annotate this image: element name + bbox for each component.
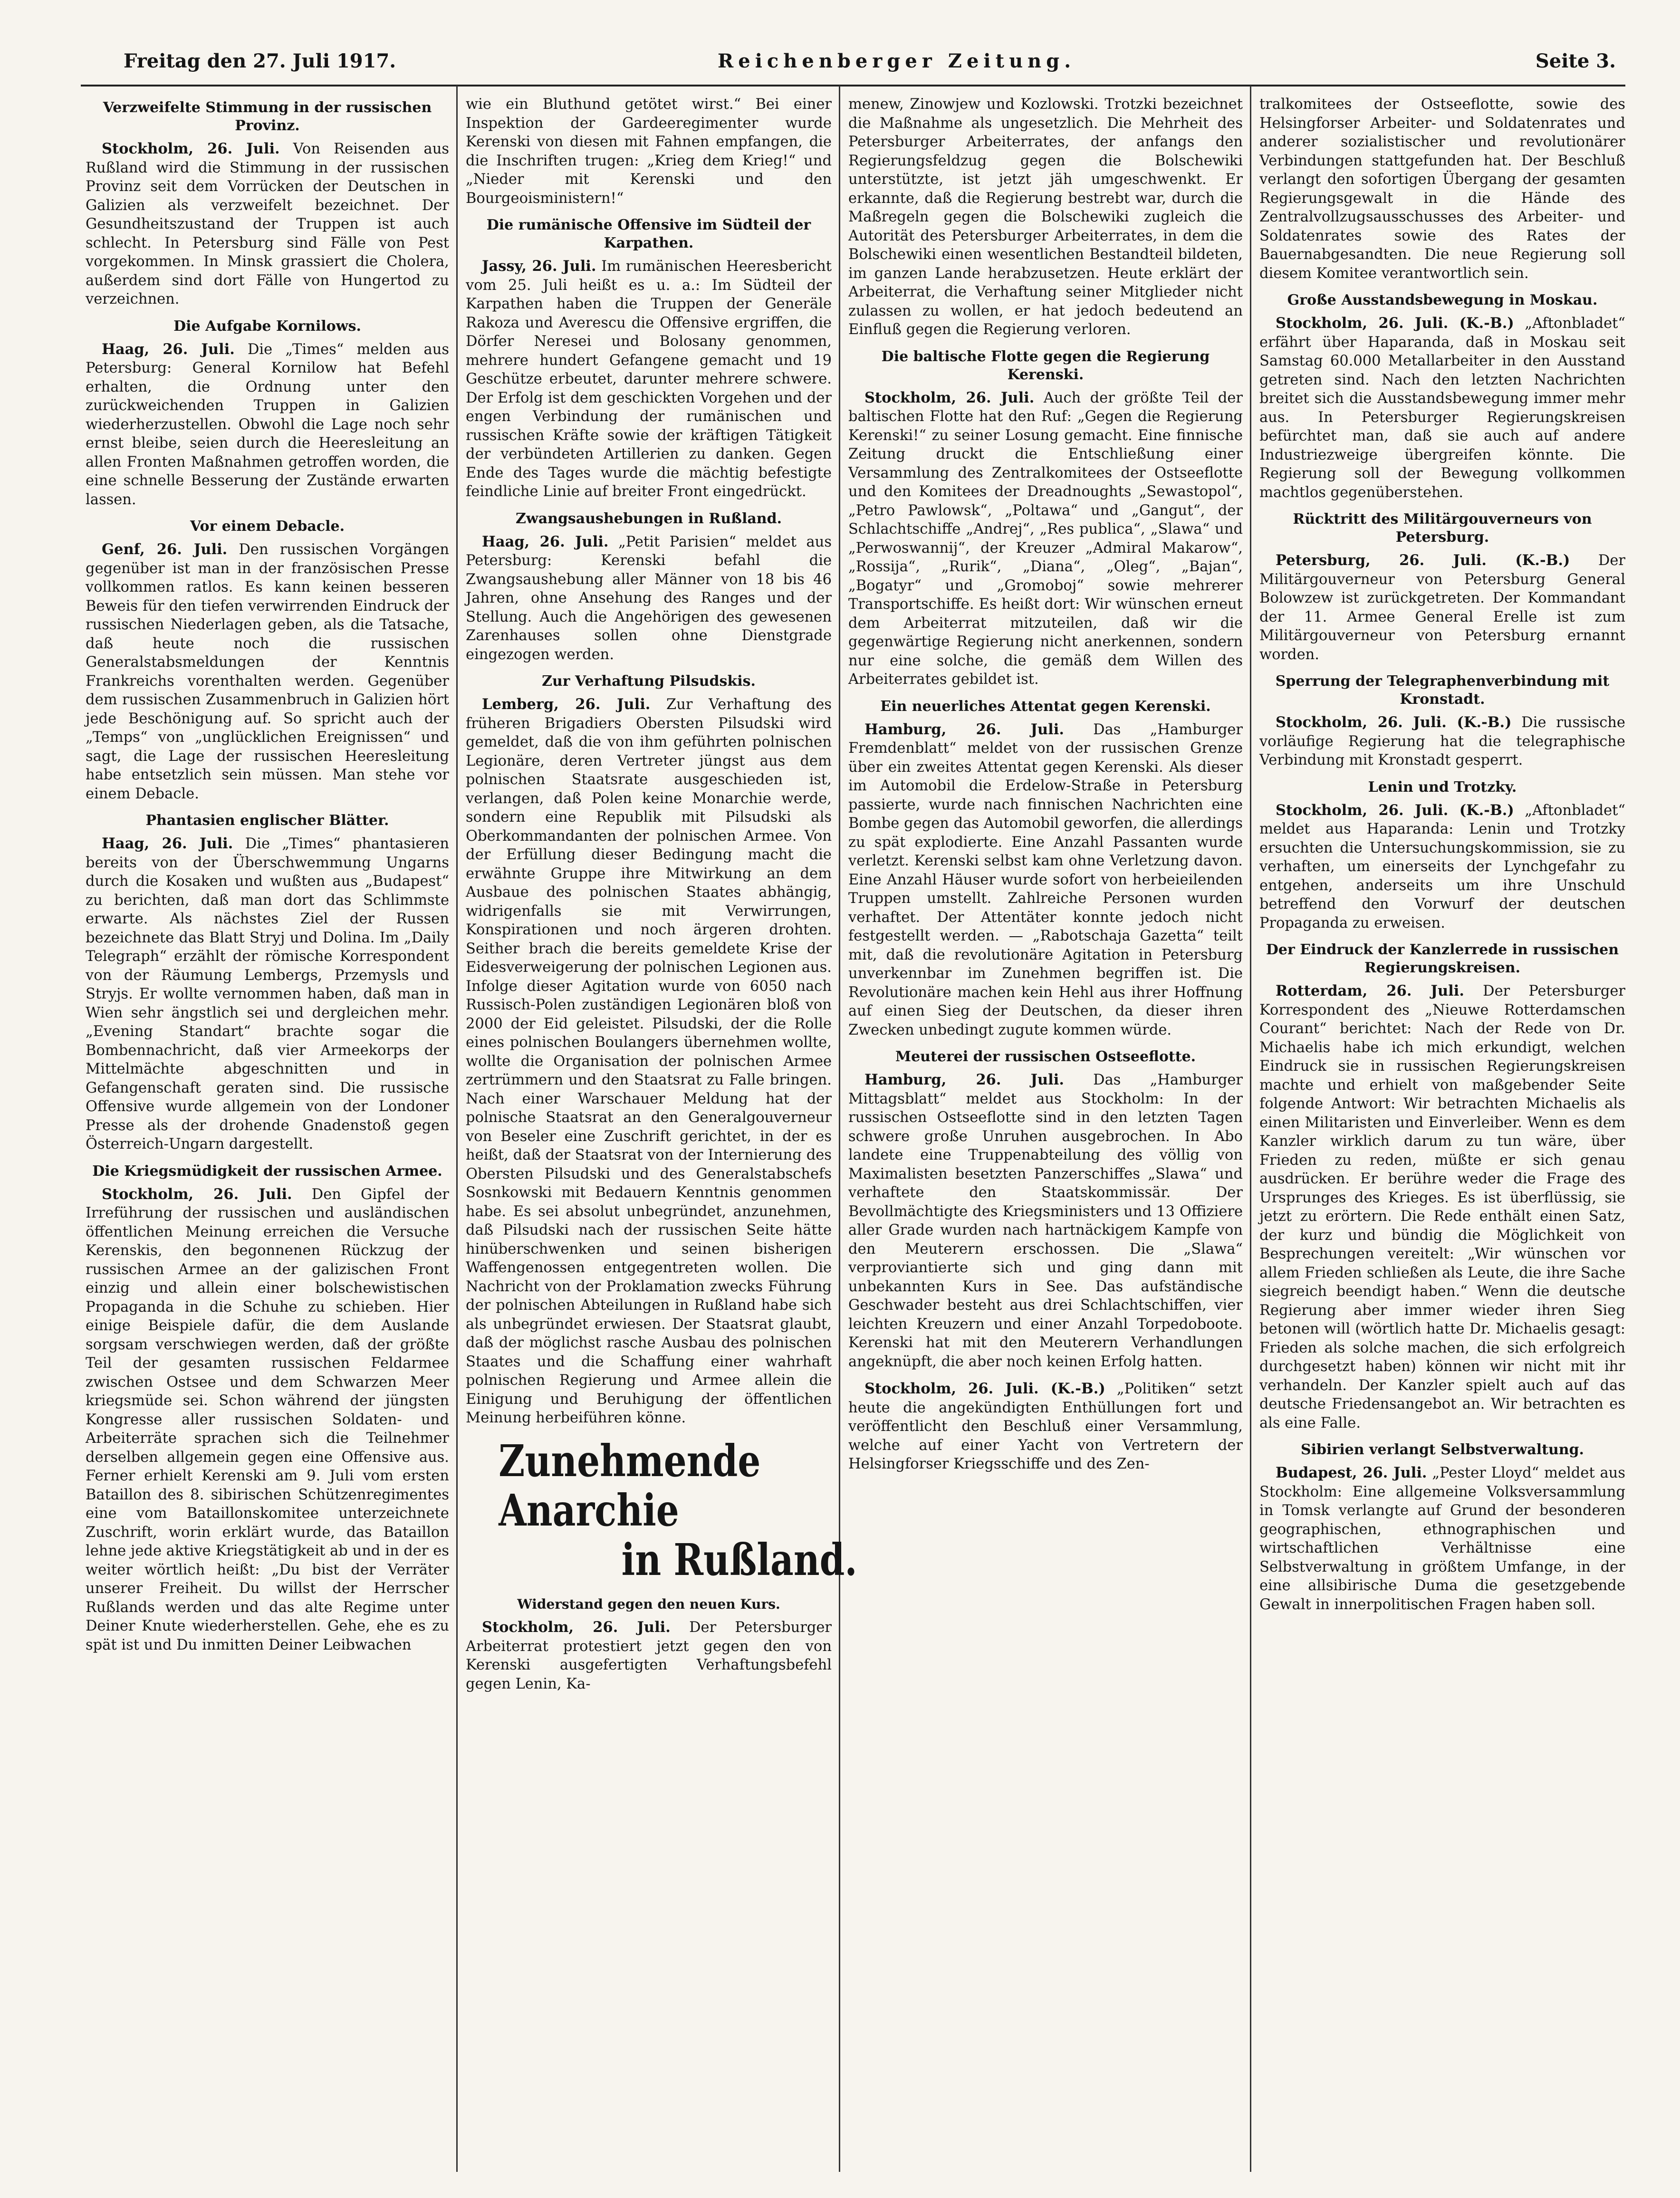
article-headline: Die Aufgabe Kornilows. xyxy=(173,317,361,335)
article xyxy=(1259,1441,1625,1614)
paper-title: Reichenberger Zeitung. xyxy=(718,50,1076,72)
article-text: Der Petersburger Korrespondent des „Nieuwe Rotterdamschen Courant“ berichtet: Nach der Rede von Dr. Michaelis habe ich mich erkundigt, welchen Eindruck sie in russischen Regierungskreisen machte und erhielt von maßgebender Seite folgende Antwort: Wir betrachten Michaelis als einen Militaristen und Einverleiber. Wenn es dem Kanzler wirklich darum zu tun wäre, über Frieden zu reden, müßte er sich genau ausdrücken. Er berühre weder die Frage des Ursprunges des Krieges. Es ist überflüssig, sie jetzt zu erörtern. Die Rede enthält einen Satz, der kurz und bündig die Möglichkeit von Besprechungen vereitelt: „Wir wünschen vor allem Frieden schließen als Leute, die ihre Sache siegreich beendigt haben.“ Wenn die deutsche Regierung aber immer wieder ihren Sieg betonen will (wörtlich hatte Dr. Michaelis gesagt: Frieden als solche machen, die sich erfolgreich durchgesetzt haben) können wir nicht mit ihr verhandeln. Der Kanzler spielt auch auf das deutsche Friedensangebot an. Wir betrachten es als eine Falle. xyxy=(1259,983,1625,1431)
article-dateline: Genf, 26. Juli. xyxy=(102,541,228,558)
article-dateline: Rotterdam, 26. Juli. xyxy=(1276,982,1464,999)
column-2 xyxy=(466,95,857,2172)
article-text: Der Petersburger Arbeiterrat protestiert jetzt gegen den von Kerenski ausgefertigten Verhaftungsbefehl gegen Lenin, Ka- xyxy=(466,1619,832,1692)
article xyxy=(1259,291,1625,502)
article-text: Die „Times“ melden aus Petersburg: General Kornilow hat Befehl erhalten, die Ordnung unter den zurückweichenden Truppen in Galizien wiederherzustellen. Obwohl die Lage noch sehr ernst bleibe, seien durch die Heeresleitung an allen Fronten Maßnahmen getroffen worden, die eine schnelle Besserung der Zustände erwarten lassen. xyxy=(86,341,450,508)
article xyxy=(86,317,449,509)
issue-date: Freitag den 27. Juli 1917. xyxy=(124,50,396,72)
article-dateline: Haag, 26. Juli. xyxy=(102,835,233,852)
article-headline: Ein neuerliches Attentat gegen Kerenski. xyxy=(880,698,1211,715)
article-text: Den russischen Vorgängen gegenüber ist man in der französischen Presse vollkommen ratlos. Es kann keinen besseren Beweis für den tiefen verwirrenden Eindruck der russischen Niederlagen geben, als die Tatsache, daß heute noch die russischen Generalstabsmeldungen der Kenntnis Frankreichs vorenthalten werden. Gegenüber dem russischen Zusammenbruch in Galizien hört jede Beschönigung auf. So spricht auch der „Temps“ von „unglücklichen Ereignissen“ und sagt, die Lage der russischen Heeresleitung habe entsetzlich sein müssen. Man stehe vor einem Debacle. xyxy=(86,541,449,802)
article-dateline: Jassy, 26. Juli. xyxy=(482,258,596,275)
article xyxy=(848,348,1243,689)
article xyxy=(466,510,832,664)
masthead xyxy=(81,45,1616,78)
article-text: Zur Verhaftung des früheren Brigadiers Obersten Pilsudski wird gemeldet, daß die von ihm geführten polnischen Legionäre, deren Vertreter jüngst aus dem polnischen Staatsrate ausgeschieden ist, verlangen, daß Polen keine Monarchie werde, sondern eine Republik mit Pilsudski als Oberkommandanten der polnischen Armee. Von der Erfüllung dieser Bedingung macht die erwähnte Gruppe ihre Mitwirkung an dem Ausbaue des polnischen Staates abhängig, widrigenfalls sie mit Verwirrungen, Konspirationen und noch ärgeren drohten. Seither brach die bereits gemeldete Krise der Eidesverweigerung der polnischen Legionen aus. Infolge dieser Agitation wurde von 6050 nach Russisch-Polen zuständigen Legionären bloß von 2000 der Eid geleistet. Pilsudski, der die Rolle eines polnischen Boulangers übernehmen wollte, wollte die Organisation der polnischen Armee zertrümmern und den Staatsrat zu Falle bringen. Nach einer Warschauer Meldung hat der polnische Staatsrat an den Generalgouverneur von Beseler eine Zuschrift gerichtet, in der es heißt, daß der Staatsrat von der Internierung des Obersten Pilsudski und des Generalstabschefs Sosnkowski mit Bedauern Kenntnis genommen habe. Es sei absolut unbegründet, anzunehmen, daß Pilsudski nach der russischen Seite hätte hinüberschwenken und seinen bisherigen Waffengenossen entgegentreten wollen. Die Nachricht von der Proklamation zwecks Führung der polnischen Abteilungen in Rußland habe sich als unbegründet erwiesen. Der Staatsrat glaubt, daß der möglichst rasche Ausbau des polnischen Staates und die Schaffung einer wahrhaft polnischen Regierung und Armee allein die Einigung und Beruhigung der öffentlichen Meinung herbeiführen könne. xyxy=(466,696,832,1426)
column-separator xyxy=(456,86,458,2172)
masthead-rule xyxy=(81,85,1625,86)
article-text: „Aftonbladet“ erfährt über Haparanda, daß in Moskau seit Samstag 60.000 Metallarbeiter in den Ausstand getreten sind. Nach den letzten Nachrichten breitet sich die Ausstandsbewegung immer mehr aus. In Petersburger Regierungskreisen befürchtet man, daß sie auch auf andere Industriezweige übergreifen könnte. Die Regierung soll der Bewegung vollkommen machtlos gegenüberstehen. xyxy=(1259,315,1625,501)
article xyxy=(1259,778,1625,933)
article-headline: Rücktritt des Militärgouverneurs von Petersburg. xyxy=(1293,511,1592,546)
column-separator xyxy=(1250,86,1251,2172)
article-continuation xyxy=(848,95,1243,339)
article-dateline: Stockholm, 26. Juli. xyxy=(482,1619,671,1636)
article-dateline: Budapest, 26. Juli. xyxy=(1276,1464,1427,1481)
article-dateline: Hamburg, 26. Juli. xyxy=(864,720,1064,738)
article-headline: Meuterei der russischen Ostseeflotte. xyxy=(895,1048,1196,1065)
article-dateline: Stockholm, 26. Juli. (K.-B.) xyxy=(1276,315,1514,332)
article-headline: Zur Verhaftung Pilsudskis. xyxy=(542,673,756,690)
article-text: Das „Hamburger Fremdenblatt“ meldet von der russischen Grenze über ein zweites Attentat gegen Kerenski. Als dieser im Automobil die Erdelow-Straße in Petersburg passierte, wurde nach finnischen Nachrichten eine Bombe gegen das Automobil geworfen, die allerdings zu spät explodierte. Eine Anzahl Passanten wurde verletzt. Kerenski selbst kam ohne Verletzung davon. Eine Anzahl Häuser wurde sofort von herbeieilenden Truppen umstellt. Zahlreiche Personen wurden verhaftet. Der Attentäter konnte jedoch nicht festgestellt werden. — „Rabotschaja Gazetta“ teilt mit, daß die revolutionäre Agitation in Petersburg unverkennbar im Zunehmen begriffen ist. Die Revolutionäre machen kein Hehl aus ihrer Hoffnung auf einen Sieg der Deutschen, da dieser ihren Zwecken unbedingt zugute kommen würde. xyxy=(848,721,1243,1038)
article-text: Die russische vorläufige Regierung hat die telegraphische Verbindung mit Kronstadt gesperrt. xyxy=(1259,714,1625,768)
article xyxy=(848,698,1243,1040)
article xyxy=(1259,510,1625,664)
article-text: Auch der größte Teil der baltischen Flotte hat den Ruf: „Gegen die Regierung Kerenski!“ zu seiner Losung gemacht. Eine finnische Zeitung druckt die Entschließung einer Versammlung des Zentralkomitees der Ostseeflotte und den Komitees der Dreadnoughts „Sewastopol“, „Petro Pawlowsk“, „Poltawa“ und „Gangut“, der Schlachtschiffe „Andrej“, „Res publica“, „Slawa“ und „Perwoswannij“, der Kreuzer „Admiral Makarow“, „Rossija“, „Rurik“, „Diana“, „Oleg“, „Bajan“, „Bogatyr“ und „Gromoboj“ sowie mehrerer Transportschiffe. Es heißt dort: Wir wünschen erneut dem Arbeiterrat mitzuteilen, daß wir die gegenwärtige Regierung nicht anerkennen, sondern nur eine solche, die gemäß dem Willen des Arbeiterrates gebildet ist. xyxy=(848,389,1243,688)
article-headline: Große Ausstandsbewegung in Moskau. xyxy=(1287,292,1598,308)
article-text: Den Gipfel der Irreführung der russischen und ausländischen öffentlichen Meinung erreichen die Versuche Kerenskis, den begonnenen Rückzug der russischen Armee an der galizischen Front einzig und allein einer bolschewistischen Propaganda in die Schuhe zu schieben. Hier einige Beispiele dafür, die dem Auslande sorgsam verschwiegen werden, daß der größte Teil der gesamten russischen Feldarmee zwischen Ostsee und dem Schwarzen Meer kriegsmüde sei. Schon während der jüngsten Kongresse aller russischen Soldaten- und Arbeiterräte sprachen sich die Teilnehmer derselben allgemein gegen eine Offensive aus. Ferner erhielt Kerenski am 9. Juli vom ersten Bataillon des 8. sibirischen Schützenregimentes eine vom Bataillonskomitee unterzeichnete Zuschrift, worin erklärt wurde, das Bataillon lehne jede aktive Kriegstätigkeit ab und in der es weiter wörtlich heißt: „Du bist der Verräter unserer Freiheit. Du willst der Herrscher Rußlands werden und das alte Regime unter Deiner Knute wiederherstellen. Gehe, ehe es zu spät ist und Du inmitten Deiner Leibwachen xyxy=(86,1186,449,1653)
article xyxy=(848,1380,1243,1474)
article-headline: Lenin und Trotzky. xyxy=(1368,778,1517,796)
page-number: Seite 3. xyxy=(1535,50,1616,72)
column-1 xyxy=(86,95,449,2172)
article-text: wie ein Bluthund getötet wirst.“ Bei einer Inspektion der Gardeeregimenter wurde Kerenski von diesen mit Fahnen empfangen, die die Inschriften trugen: „Krieg dem Krieg!“ und „Nieder mit Kerenski und den Bourgeoisministern!“ xyxy=(466,96,832,207)
article-headline: Phantasien englischer Blätter. xyxy=(145,812,389,829)
article-headline: Sperrung der Telegraphenverbindung mit Kronstadt. xyxy=(1275,673,1610,708)
article-text: „Petit Parisien“ meldet aus Petersburg: Kerenski befahl die Zwangsaushebung aller Männer von 18 bis 46 Jahren, ohne Ansehung des Ranges und der Stellung. Auch die Angehörigen des gewesenen Zarenhauses sollen ohne Dienstgrade eingezogen werden. xyxy=(466,533,832,663)
article-text: „Aftonbladet“ meldet aus Haparanda: Lenin und Trotzky ersuchten die Untersuchungskommission, sie zu verhaften, um einerseits der Lynchgefahr zu entgehen, anderseits um ihre Unschuld betreffend den Vorwurf der deutschen Propaganda zu erweisen. xyxy=(1259,802,1625,931)
article-dateline: Stockholm, 26. Juli. xyxy=(864,389,1035,406)
article-text: „Pester Lloyd“ meldet aus Stockholm: Eine allgemeine Volksversammlung in Tomsk verlangte auf Grund der besonderen geographischen, ethnographischen und wirtschaftlichen Verhältnisse eine Selbstverwaltung in größtem Umfange, in der eine allsibirische Duma die gesetzgebende Gewalt in innerpolitischen Fragen haben soll. xyxy=(1259,1465,1625,1613)
article xyxy=(848,1048,1243,1371)
article xyxy=(466,216,832,501)
article-dateline: Hamburg, 26. Juli. xyxy=(864,1071,1064,1088)
article-headline: Die Kriegsmüdigkeit der russischen Armee. xyxy=(92,1162,442,1180)
article-dateline: Stockholm, 26. Juli. xyxy=(102,140,280,157)
article-text: Im rumänischen Heeresbericht vom 25. Juli heißt es u. a.: Im Südteil der Karpathen haben die Truppen der Generäle Rakoza und Averescu die Offensive ergriffen, die Dörfer Neresei und Bolosany genommen, mehrere hundert Gefangene gemacht und 19 Geschütze erbeutet, darunter mehrere schwere. Der Erfolg ist dem geschickten Vorgehen und der engen Verbindung der rumänischen und russischen Kräfte sowie der kräftigen Tätigkeit der verbündeten Artillerien zu danken. Gegen Ende des Tages wurde die mächtig befestigte feindliche Linie auf breiter Front eingedrückt. xyxy=(466,258,832,500)
article-text: Von Reisenden aus Rußland wird die Stimmung in der russischen Provinz seit dem Vorrücken der Deutschen in Galizien als verzweifelt bezeichnet. Der Gesundheitszustand der Truppen ist auch schlecht. In Petersburg sind Fälle von Pest vorgekommen. In Minsk grassiert die Cholera, außerdem sind dort Fälle von Hungertod zu verzeichnen. xyxy=(86,141,449,307)
feature-headline-line-2: in Rußland. xyxy=(621,1534,857,1585)
column-separator xyxy=(839,86,840,2172)
article xyxy=(86,1162,449,1655)
article-headline: Zwangsaushebungen in Rußland. xyxy=(515,510,782,527)
article-dateline: Haag, 26. Juli. xyxy=(482,533,609,550)
column-3 xyxy=(848,95,1243,2172)
article-continuation xyxy=(1259,95,1625,283)
article-headline: Die rumänische Offensive im Südteil der Karpathen. xyxy=(486,217,811,251)
article xyxy=(86,99,449,309)
feature-headline-line-1: Zunehmende Anarchie xyxy=(499,1435,761,1536)
article-headline: Sibirien verlangt Selbstverwaltung. xyxy=(1301,1441,1584,1458)
feature-headline xyxy=(499,1435,857,1585)
article-text: Das „Hamburger Mittagsblatt“ meldet aus Stockholm: In der russischen Ostseeflotte sind in den letzten Tagen schwere große Unruhen ausgebrochen. In Abo landete eine Truppenabteilung des völlig von Maximalisten besetzten Panzerschiffes „Slawa“ und verhaftete den Staatskommissär. Der Bevollmächtigte des Kriegsministers und 13 Offiziere aller Grade wurden nach hartnäckigem Kampfe von den Meuterern erschossen. Die „Slawa“ verproviantierte sich und ging dann mit unbekannten Kurs in See. Das aufständische Geschwader besteht aus drei Schlachtschiffen, vier leichten Kreuzern und einer Anzahl Torpedoboote. Kerenski hat mit den Meuterern Verhandlungen angeknüpft, die aber noch keinen Erfolg hatten. xyxy=(848,1072,1243,1370)
article xyxy=(1259,941,1625,1432)
article-headline: Die baltische Flotte gegen die Regierung Kerenski. xyxy=(881,348,1210,383)
feature-article xyxy=(466,1435,857,1694)
article-text: Der Militärgouverneur von Petersburg General Bolowzew ist zurückgetreten. Der Kommandant der 11. Armee General Erelle ist zum Militärgouverneur von Petersburg ernannt worden. xyxy=(1259,552,1625,663)
feature-subhead: Widerstand gegen den neuen Kurs. xyxy=(517,1596,780,1612)
article-dateline: Stockholm, 26. Juli. xyxy=(102,1185,292,1203)
article-dateline: Lemberg, 26. Juli. xyxy=(482,696,651,713)
article xyxy=(86,518,449,803)
article-headline: Vor einem Debacle. xyxy=(190,518,345,535)
article xyxy=(86,812,449,1154)
article-dateline: Stockholm, 26. Juli. (K.-B.) xyxy=(864,1380,1105,1397)
article-dateline: Stockholm, 26. Juli. (K.-B.) xyxy=(1276,714,1512,731)
article-continuation xyxy=(466,95,832,208)
article-text: menew, Zinowjew und Kozlowski. Trotzki bezeichnet die Maßnahme als ungesetzlich. Die Mehrheit des Petersburger Arbeiterrates, der anfangs den Regierungsfeldzug gegen die Bolschewiki unterstützte, ist jetzt jäh umgeschwenkt. Er erkannte, daß die Regierung bestrebt war, durch die Maßregeln gegen die Bolschewiki zugleich die Autorität des Petersburger Arbeiterrates, in dem die Bolschewiki einen wesentlichen Bestandteil bildeten, im ganzen Lande herabzusetzen. Heute erklärt der Arbeiterrat, die Verhaftung seiner Mitglieder nicht zulassen zu wollen, er hat jedoch bedeutend an Einfluß gegen die Regierung verloren. xyxy=(848,96,1243,338)
article-text: „Politiken“ setzt heute die angekündigten Enthüllungen fort und veröffentlicht den Beschluß einer Versammlung, welche auf einer Yacht von Vertretern der Helsingforser Kriegsschiffe und des Zen- xyxy=(848,1381,1243,1472)
article-headline: Der Eindruck der Kanzlerrede in russischen Regierungskreisen. xyxy=(1266,941,1619,976)
article-dateline: Petersburg, 26. Juli. (K.-B.) xyxy=(1276,552,1570,569)
article-dateline: Haag, 26. Juli. xyxy=(102,340,235,358)
article-text: tralkomitees der Ostseeflotte, sowie des Helsingforser Arbeiter- und Soldatenrates und anderer sozialistischer und revolutionärer Verbindungen stattgefunden hat. Der Beschluß verlangt den sofortigen Übergang der gesamten Regierungsgewalt in die Hände des Zentralvollzugsausschusses des Arbeiter- und Soldatenrates sowie des Rates der Bauernabgesandten. Die neue Regierung soll diesem Komitee verantwortlich sein. xyxy=(1259,96,1625,282)
article xyxy=(466,672,832,1428)
column-4 xyxy=(1259,95,1625,2172)
article-headline: Verzweifelte Stimmung in der russischen Provinz. xyxy=(103,99,432,134)
article-text: Die „Times“ phantasieren bereits von der Überschwemmung Ungarns durch die Kosaken und wußten aus „Budapest“ zu berichten, daß man dort das Schlimmste erwarte. Als nächstes Ziel der Russen bezeichnete das Blatt Stryj und Dolina. Im „Daily Telegraph“ erzählt der römische Korrespondent von der Räumung Lembergs, Przemysls und Stryjs. Er wollte vernommen haben, daß man in Wien sehr ängstlich sei und dergleichen mehr. „Evening Standart“ brachte sogar die Bombennachricht, daß vier Armeekorps der Mittelmächte abgeschnitten und in Gefangenschaft geraten sind. Die russische Offensive wurde allgemein von der Londoner Presse als der drohende Gnadenstoß gegen Österreich-Ungarn dargestellt. xyxy=(86,835,449,1152)
article xyxy=(1259,672,1625,770)
article-dateline: Stockholm, 26. Juli. (K.-B.) xyxy=(1276,801,1514,819)
